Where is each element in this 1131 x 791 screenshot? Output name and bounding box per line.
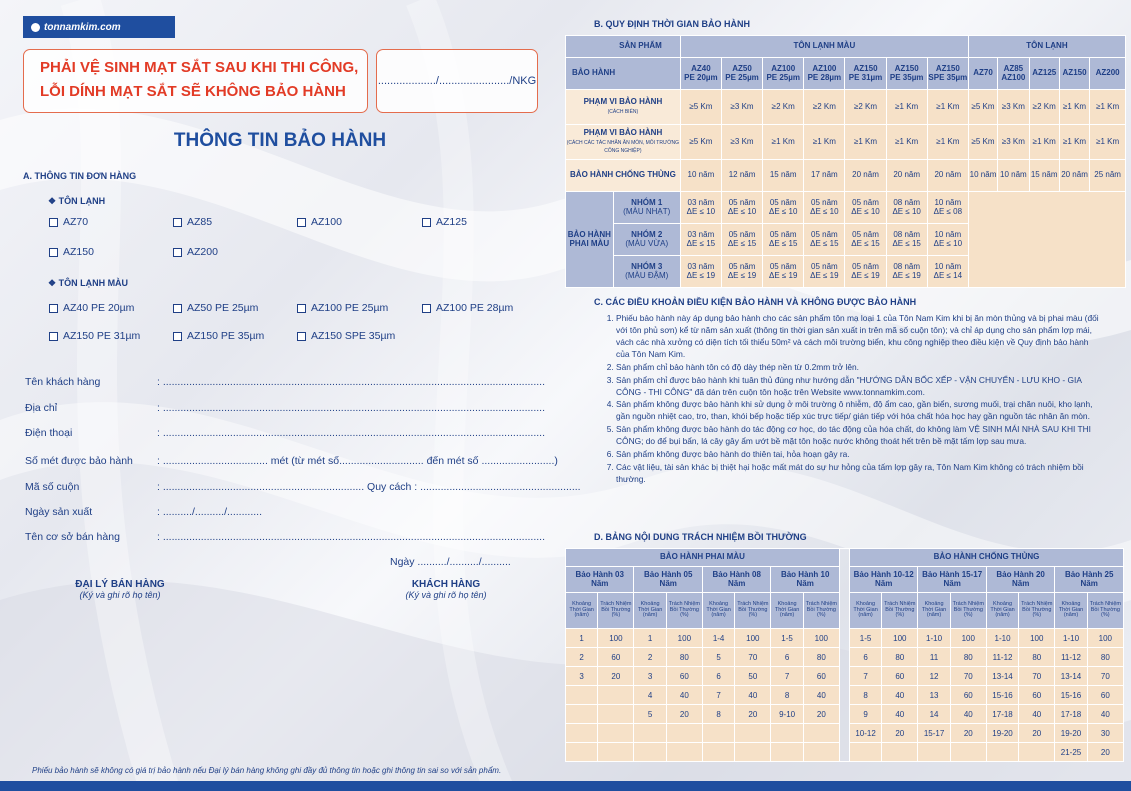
- table-cell: 100: [803, 629, 839, 648]
- table-cell: [566, 724, 598, 743]
- table-cell: 1-5: [849, 629, 881, 648]
- field-label-customer: Tên khách hàng: [25, 376, 101, 388]
- table-cell: 30: [1087, 724, 1123, 743]
- logo-icon: [31, 23, 40, 32]
- table-cell: 70: [1019, 667, 1055, 686]
- table-cell: 2: [634, 648, 666, 667]
- column-header: Trách Nhiệm Bồi Thường (%): [735, 593, 771, 629]
- product-col: AZ150: [1059, 58, 1089, 90]
- table-cell: [598, 686, 634, 705]
- table-cell: [849, 743, 881, 762]
- table-cell: [882, 743, 918, 762]
- term-item: 3. Sản phẩm chỉ được bảo hành khi tuân thủ đúng như hướng dẫn "HƯỚNG DẪN BỐC XẾP - VẬN CHUYỂN - LƯU KHO - GIA CÔNG - THI CÔNG" đã dán trên cuộn tôn hoặc trên Website www.tonnamkim.com.: [616, 375, 1101, 399]
- checkbox[interactable]: [49, 332, 58, 341]
- table-row: [566, 686, 1124, 705]
- table-cell: 19-20: [1055, 724, 1087, 743]
- table-cell: 17-18: [986, 705, 1018, 724]
- table-cell: [702, 724, 734, 743]
- table-cell: 1-10: [918, 629, 950, 648]
- table-cell: [1019, 743, 1055, 762]
- group-name: Bảo Hành 20 Năm: [986, 567, 1054, 593]
- table-cell: 21-25: [1055, 743, 1087, 762]
- table-cell: [634, 724, 666, 743]
- field-address[interactable]: : ...................................................................................................................................: [157, 402, 545, 414]
- field-store[interactable]: : ...................................................................................................................................: [157, 531, 545, 543]
- term-item: 2. Sản phẩm chỉ bảo hành tôn có độ dày thép nền từ 0.2mm trở lên.: [616, 362, 1101, 374]
- table-cell: 100: [950, 629, 986, 648]
- table-cell: [771, 743, 803, 762]
- option-az150-pe35[interactable]: AZ150 PE 35µm: [173, 330, 264, 342]
- table-cell: 15-17: [918, 724, 950, 743]
- checkbox[interactable]: [297, 332, 306, 341]
- terms-list: [601, 313, 1101, 487]
- warning-line-2: LỖI DÍNH MẠT SẮT SẼ KHÔNG BẢO HÀNH: [40, 83, 346, 100]
- option-az125[interactable]: AZ125: [422, 216, 467, 228]
- table-cell: [702, 743, 734, 762]
- field-label-address: Địa chỉ: [25, 402, 58, 414]
- table-cell: 1-5: [771, 629, 803, 648]
- table-cell: [950, 743, 986, 762]
- fade-label: BẢO HÀNH PHAI MÀU: [566, 192, 614, 288]
- product-col: AZ150 SPE 35µm: [927, 58, 968, 90]
- compensation-table: [565, 548, 1124, 762]
- sign-customer: [366, 579, 526, 600]
- product-col: AZ100 PE 25µm: [763, 58, 804, 90]
- term-item: 5. Sản phẩm không được bảo hành do tác động cơ học, do tác động của hóa chất, do không làm VỆ SINH MÁI NHÀ SAU KHI THI CÔNG; do để bụi bẩn, lá cây gây ẩm ướt bề mặt tôn hoặc nước không thoát hết trên bề mặt tấm lợp sau mưa.: [616, 424, 1101, 448]
- table-cell: 7: [849, 667, 881, 686]
- footnote: Phiếu bảo hành sẽ không có giá trị bảo hành nếu Đại lý bán hàng không ghi đầy đủ thông tin hoặc ghi thông tin sai so với sản phẩm.: [32, 766, 502, 775]
- table-cell: 70: [950, 667, 986, 686]
- section-d-title: D. BẢNG NỘI DUNG TRÁCH NHIỆM BỒI THƯỜNG: [594, 532, 807, 542]
- table-cell: 5: [702, 648, 734, 667]
- table-cell: [771, 724, 803, 743]
- checkbox[interactable]: [173, 218, 182, 227]
- group-name: Bảo Hành 03 Năm: [566, 567, 634, 593]
- checkbox[interactable]: [422, 304, 431, 313]
- product-col: AZ125: [1029, 58, 1059, 90]
- product-col: AZ50 PE 25µm: [721, 58, 762, 90]
- table-cell: 20: [735, 705, 771, 724]
- table-cell: 20: [803, 705, 839, 724]
- table-cell: [566, 743, 598, 762]
- table-cell: 5: [634, 705, 666, 724]
- table-cell: 3: [566, 667, 598, 686]
- table-cell: 1-10: [1055, 629, 1087, 648]
- option-az100-pe25[interactable]: AZ100 PE 25µm: [297, 302, 388, 314]
- table-cell: 13-14: [1055, 667, 1087, 686]
- column-header: Khoảng Thời Gian (năm): [702, 593, 734, 629]
- table-cell: 80: [666, 648, 702, 667]
- table-cell: 15-16: [1055, 686, 1087, 705]
- field-coil[interactable]: : ..................................................................... Quy cách : .......................................................: [157, 481, 581, 493]
- header-bao-hanh: BẢO HÀNH: [566, 58, 681, 90]
- page-title: THÔNG TIN BẢO HÀNH: [173, 130, 387, 151]
- table-cell: 100: [666, 629, 702, 648]
- checkbox[interactable]: [49, 218, 58, 227]
- table-cell: 50: [735, 667, 771, 686]
- checkbox[interactable]: [422, 218, 431, 227]
- group-name: Bảo Hành 15-17 Năm: [918, 567, 986, 593]
- column-header: Khoảng Thời Gian (năm): [771, 593, 803, 629]
- table-cell: 40: [803, 686, 839, 705]
- checkbox[interactable]: [297, 218, 306, 227]
- table-cell: 60: [1087, 686, 1123, 705]
- column-header: Trách Nhiệm Bồi Thường (%): [1087, 593, 1123, 629]
- column-header: Trách Nhiệm Bồi Thường (%): [1019, 593, 1055, 629]
- table-cell: [566, 705, 598, 724]
- brand-text: tonnamkim.com: [44, 21, 121, 33]
- table-cell: 60: [803, 667, 839, 686]
- sign-customer-title: KHÁCH HÀNG: [411, 579, 481, 590]
- group-ton-lanh-mau: ❖ TÔN LẠNH MÀU: [48, 278, 129, 288]
- fade-group: NHÓM 2 (MÀU VỪA): [613, 224, 680, 256]
- table-row: [566, 648, 1124, 667]
- table-cell: [598, 705, 634, 724]
- column-header: Trách Nhiệm Bồi Thường (%): [598, 593, 634, 629]
- option-az150[interactable]: AZ150: [49, 246, 94, 258]
- table-cell: 40: [950, 705, 986, 724]
- field-label-production-date: Ngày sản xuất: [25, 506, 93, 518]
- table-cell: 8: [771, 686, 803, 705]
- nkg-text: .................../......................./NKG: [377, 75, 537, 87]
- table-cell: 20: [882, 724, 918, 743]
- table-cell: 1: [566, 629, 598, 648]
- checkbox[interactable]: [49, 248, 58, 257]
- option-az85[interactable]: AZ85: [173, 216, 212, 228]
- warranty-period-table: SẢN PHẨM TÔN LẠNH MÀU TÔN LẠNH BẢO HÀNH AZ40 PE 20µm AZ50 PE 25µm AZ100 PE 25µm AZ100 PE 28µm AZ150 PE 31µm AZ150 PE 35µm AZ150 SPE 35µm AZ70 AZ85 AZ100 AZ125 AZ150 AZ200 PHẠM VI BẢO HÀNH (CÁCH BIỂN) ≥5 Km ≥3 Km ≥2 Km ≥2 Km ≥2 Km ≥1 Km ≥1 Km ≥5 Km ≥3 Km ≥2 Km ≥1 Km ≥1 Km PHẠM VI BẢO HÀNH (CÁCH CÁC TÁC NHÂN ĂN MÒN, MÔI TRƯỜNG CÔNG NGHIỆP) ≥5 Km ≥3 Km ≥1 Km ≥1 Km ≥1 Km ≥1 Km ≥1 Km ≥5 Km ≥3 Km ≥1 Km ≥1 Km ≥1 Km BẢO HÀNH CHỐNG THỦNG 10 năm 12 năm 15 năm 17 năm 20 năm 20 năm 20 năm 10 năm 10 năm 15 năm 20 năm 25 năm BẢO HÀNH PHAI MÀU NHÓM 1 (MÀU NHẠT) 03 năm ΔE ≤ 10 05 năm ΔE ≤ 10 05 năm ΔE ≤ 10 05 năm ΔE ≤ 10 05 năm ΔE ≤ 10 08 năm ΔE ≤ 10 10 năm ΔE ≤ 08 NHÓM 2 (MÀU VỪA) 03 năm ΔE ≤ 15 05 năm ΔE ≤ 15 05 năm ΔE ≤ 15 05 năm ΔE ≤ 15 05 năm ΔE ≤ 15 08 năm ΔE ≤ 15 10 năm ΔE ≤ 10 NHÓM 3 (MÀU ĐẬM) 03 năm ΔE ≤ 19 05 năm ΔE ≤ 19 05 năm ΔE ≤ 19 05 năm ΔE ≤ 19 05 năm ΔE ≤ 19 08 năm ΔE ≤ 19 10 năm ΔE ≤ 14: [565, 35, 1126, 288]
- table-cell: 10-12: [849, 724, 881, 743]
- field-label-store: Tên cơ sở bán hàng: [25, 531, 120, 543]
- column-header: Khoảng Thời Gian (năm): [918, 593, 950, 629]
- table-cell: 40: [882, 705, 918, 724]
- table-cell: 80: [1019, 648, 1055, 667]
- field-label-phone: Điện thoại: [25, 427, 73, 439]
- table-cell: [666, 724, 702, 743]
- option-az200[interactable]: AZ200: [173, 246, 218, 258]
- section-c-title: C. CÁC ĐIỀU KHOẢN ĐIỀU KIỆN BẢO HÀNH VÀ KHÔNG ĐƯỢC BẢO HÀNH: [594, 297, 917, 307]
- fade-group: NHÓM 1 (MÀU NHẠT): [613, 192, 680, 224]
- row-label: PHẠM VI BẢO HÀNH (CÁCH BIỂN): [566, 90, 681, 125]
- table-cell: 6: [702, 667, 734, 686]
- table-cell: 100: [735, 629, 771, 648]
- table-cell: [566, 686, 598, 705]
- product-col: AZ200: [1090, 58, 1126, 90]
- table-cell: 12: [918, 667, 950, 686]
- column-header: Khoảng Thời Gian (năm): [986, 593, 1018, 629]
- product-col: AZ150 PE 31µm: [845, 58, 886, 90]
- field-meters[interactable]: : .................................... mét (từ mét số............................. đến mét số .........................): [157, 455, 558, 467]
- product-col: AZ40 PE 20µm: [680, 58, 721, 90]
- table-row: [566, 667, 1124, 686]
- table-cell: 20: [950, 724, 986, 743]
- header-san-pham: SẢN PHẨM: [566, 36, 681, 58]
- table-cell: 100: [1019, 629, 1055, 648]
- option-az70[interactable]: AZ70: [49, 216, 88, 228]
- table-cell: 3: [634, 667, 666, 686]
- column-header: Khoảng Thời Gian (năm): [1055, 593, 1087, 629]
- fade-group: NHÓM 3 (MÀU ĐẬM): [613, 256, 680, 288]
- table-cell: 15-16: [986, 686, 1018, 705]
- group-name: Bảo Hành 10-12 Năm: [849, 567, 917, 593]
- table-cell: 80: [950, 648, 986, 667]
- column-header: Khoảng Thời Gian (năm): [634, 593, 666, 629]
- table-cell: 13-14: [986, 667, 1018, 686]
- product-col: AZ150 PE 35µm: [886, 58, 927, 90]
- table-cell: 6: [771, 648, 803, 667]
- product-col: AZ100 PE 28µm: [804, 58, 845, 90]
- table-cell: 6: [849, 648, 881, 667]
- table-cell: 20: [666, 705, 702, 724]
- warning-box: [23, 49, 368, 113]
- option-az100-pe28[interactable]: AZ100 PE 28µm: [422, 302, 513, 314]
- group-ton-lanh: ❖ TÔN LẠNH: [48, 196, 106, 206]
- table-cell: 17-18: [1055, 705, 1087, 724]
- group-name: Bảo Hành 05 Năm: [634, 567, 702, 593]
- table-cell: 9: [849, 705, 881, 724]
- table-cell: 1-10: [986, 629, 1018, 648]
- field-label-meters: Số mét được bảo hành: [25, 455, 133, 467]
- table-cell: 11-12: [1055, 648, 1087, 667]
- table-row: [566, 743, 1124, 762]
- table-cell: 70: [1087, 667, 1123, 686]
- field-label-coil: Mã số cuộn: [25, 481, 80, 493]
- option-az100[interactable]: AZ100: [297, 216, 342, 228]
- table-cell: 20: [1087, 743, 1123, 762]
- table-cell: 60: [950, 686, 986, 705]
- table-cell: [598, 743, 634, 762]
- table-cell: 1: [634, 629, 666, 648]
- table-cell: 8: [849, 686, 881, 705]
- table-row: [566, 724, 1124, 743]
- term-item: 6. Sản phẩm không được bảo hành do thiên tai, hỏa hoạn gây ra.: [616, 449, 1101, 461]
- checkbox[interactable]: [297, 304, 306, 313]
- table-cell: 7: [702, 686, 734, 705]
- table-cell: 80: [882, 648, 918, 667]
- field-phone[interactable]: : ...................................................................................................................................: [157, 427, 545, 439]
- column-header: Trách Nhiệm Bồi Thường (%): [803, 593, 839, 629]
- sign-customer-note: (Ký và ghi rõ họ tên): [405, 590, 487, 600]
- column-header: Khoảng Thời Gian (năm): [849, 593, 881, 629]
- term-item: 7. Các vật liệu, tài sản khác bị thiệt hại hoặc mất mát do sự hư hỏng của tấm lợp gây ra, Tôn Nam Kim không có trách nhiệm bồi thường.: [616, 462, 1101, 486]
- group-name: Bảo Hành 08 Năm: [702, 567, 770, 593]
- table-cell: 60: [598, 648, 634, 667]
- column-header: Khoảng Thời Gian (năm): [566, 593, 598, 629]
- checkbox[interactable]: [49, 304, 58, 313]
- row-label: PHẠM VI BẢO HÀNH (CÁCH CÁC TÁC NHÂN ĂN MÒN, MÔI TRƯỜNG CÔNG NGHIỆP): [566, 125, 681, 160]
- table-cell: 7: [771, 667, 803, 686]
- table-cell: [598, 724, 634, 743]
- table-cell: 80: [1087, 648, 1123, 667]
- product-col: AZ85 AZ100: [998, 58, 1029, 90]
- table-cell: 8: [702, 705, 734, 724]
- table-cell: 60: [882, 667, 918, 686]
- warning-line-1: PHẢI VỆ SINH MẠT SẮT SAU KHI THI CÔNG,: [40, 59, 359, 76]
- header-perforation: BẢO HÀNH CHỐNG THỦNG: [849, 549, 1123, 567]
- column-header: Trách Nhiệm Bồi Thường (%): [666, 593, 702, 629]
- option-az40-pe20[interactable]: AZ40 PE 20µm: [49, 302, 134, 314]
- sign-seller-note: (Ký và ghi rõ họ tên): [79, 590, 161, 600]
- table-cell: [918, 743, 950, 762]
- row-label: BẢO HÀNH CHỐNG THỦNG: [566, 160, 681, 192]
- table-cell: 40: [666, 686, 702, 705]
- header-fade: BẢO HÀNH PHAI MÀU: [566, 549, 840, 567]
- table-cell: 13: [918, 686, 950, 705]
- product-col: AZ70: [968, 58, 997, 90]
- table-cell: 80: [803, 648, 839, 667]
- bottom-bar: [0, 781, 1131, 791]
- field-customer[interactable]: : ...................................................................................................................................: [157, 376, 545, 388]
- table-cell: 2: [566, 648, 598, 667]
- checkbox[interactable]: [173, 332, 182, 341]
- table-cell: 40: [735, 686, 771, 705]
- table-cell: 11-12: [986, 648, 1018, 667]
- header-ton-lanh: TÔN LẠNH: [968, 36, 1125, 58]
- header-ton-lanh-mau: TÔN LẠNH MÀU: [680, 36, 968, 58]
- table-cell: 100: [598, 629, 634, 648]
- nkg-box: [376, 49, 538, 113]
- section-b-title: B. QUY ĐỊNH THỜI GIAN BẢO HÀNH: [594, 19, 751, 29]
- table-cell: 100: [882, 629, 918, 648]
- table-cell: 20: [1019, 724, 1055, 743]
- table-cell: [735, 743, 771, 762]
- table-cell: 14: [918, 705, 950, 724]
- checkbox[interactable]: [173, 304, 182, 313]
- section-a-title: A. THÔNG TIN ĐƠN HÀNG: [23, 171, 137, 181]
- table-cell: [666, 743, 702, 762]
- table-cell: 40: [1019, 705, 1055, 724]
- field-production-date[interactable]: : ........../........../............: [157, 506, 263, 518]
- table-cell: [634, 743, 666, 762]
- checkbox[interactable]: [173, 248, 182, 257]
- table-cell: 40: [882, 686, 918, 705]
- table-row: [566, 705, 1124, 724]
- table-cell: 40: [1087, 705, 1123, 724]
- table-row: [566, 629, 1124, 648]
- table-cell: 11: [918, 648, 950, 667]
- date-line[interactable]: Ngày ........../........../..........: [390, 556, 511, 568]
- table-cell: 60: [666, 667, 702, 686]
- table-cell: [803, 743, 839, 762]
- table-cell: 19-20: [986, 724, 1018, 743]
- term-item: 1. Phiếu bảo hành này áp dụng bảo hành cho các sản phẩm tôn mạ loại 1 của Tôn Nam Kim khi bị ăn mòn thủng và bị phai màu (đối với tôn phủ sơn) kể từ năm sản xuất (thông tin thời gian sản xuất in trên mã số cuộn tôn); và chỉ áp dụng cho sản phẩm lợp mái, vách các nhà xưởng có diện tích tối thiểu 50m² và cách môi trường biển, khu công nghiệp theo điều kiện về Quy định bảo hành của Tôn Nam Kim.: [616, 313, 1101, 361]
- table-cell: 70: [735, 648, 771, 667]
- table-cell: 1-4: [702, 629, 734, 648]
- column-header: Trách Nhiệm Bồi Thường (%): [882, 593, 918, 629]
- column-header: Trách Nhiệm Bồi Thường (%): [950, 593, 986, 629]
- table-cell: 60: [1019, 686, 1055, 705]
- table-cell: [803, 724, 839, 743]
- table-cell: 100: [1087, 629, 1123, 648]
- table-cell: [735, 724, 771, 743]
- table-cell: 4: [634, 686, 666, 705]
- option-az150-spe35[interactable]: AZ150 SPE 35µm: [297, 330, 395, 342]
- group-name: Bảo Hành 10 Năm: [771, 567, 839, 593]
- table-cell: [986, 743, 1018, 762]
- table-cell: 9-10: [771, 705, 803, 724]
- sign-seller-title: ĐẠI LÝ BÁN HÀNG: [75, 579, 165, 590]
- sign-seller: [40, 579, 200, 600]
- option-az50-pe25[interactable]: AZ50 PE 25µm: [173, 302, 258, 314]
- table-cell: 20: [598, 667, 634, 686]
- group-name: Bảo Hành 25 Năm: [1055, 567, 1124, 593]
- option-az150-pe31[interactable]: AZ150 PE 31µm: [49, 330, 140, 342]
- term-item: 4. Sản phẩm không được bảo hành khi sử dụng ở môi trường ô nhiễm, độ ẩm cao, gần biển, sương muối, trại chăn nuôi, kho lạnh, gần nguồn nhiệt cao, tro, than, khói bếp hoặc tiếp xúc trực tiếp/ gián tiếp với hóa chất hóa học hay gần nguồn tác nhân ăn mòn.: [616, 399, 1101, 423]
- brand-bar: [23, 16, 175, 38]
